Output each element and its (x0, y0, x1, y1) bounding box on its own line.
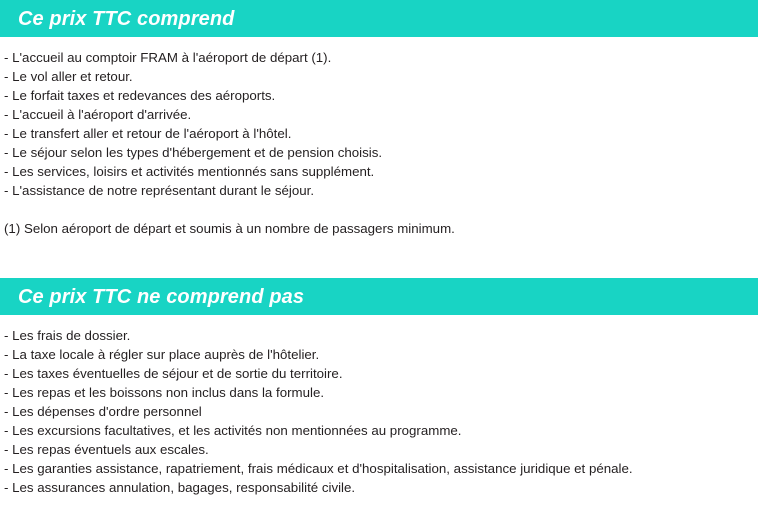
list-item: - Les repas et les boissons non inclus dans la formule. (4, 385, 325, 400)
section-title-not-included: Ce prix TTC ne comprend pas (18, 285, 305, 308)
section-header-not-included (0, 278, 758, 315)
section-divider-space (0, 238, 758, 278)
footnote-included: (1) Selon aéroport de départ et soumis à un nombre de passagers minimum. (4, 221, 455, 236)
list-item: - Les frais de dossier. (4, 328, 131, 343)
list-item: - La taxe locale à régler sur place auprès de l'hôtelier. (4, 347, 320, 362)
list-item: - Les dépenses d'ordre personnel (4, 404, 202, 419)
section-price-not-included (0, 278, 758, 497)
list-item: - Le vol aller et retour. (4, 69, 133, 84)
section-header-included (0, 0, 758, 37)
section-title-included: Ce prix TTC comprend (18, 7, 235, 30)
list-item: - L'accueil à l'aéroport d'arrivée. (4, 107, 192, 122)
list-item: - L'assistance de notre représentant durant le séjour. (4, 183, 315, 198)
section-body-not-included (0, 315, 758, 497)
list-item: - Les repas éventuels aux escales. (4, 442, 209, 457)
section-body-included (0, 37, 758, 238)
list-item: - Les garanties assistance, rapatriement, frais médicaux et d'hospitalisation, assistance juridique et pénale. (4, 461, 633, 476)
list-item: - Les excursions facultatives, et les activités non mentionnées au programme. (4, 423, 462, 438)
list-item: - Le transfert aller et retour de l'aéroport à l'hôtel. (4, 126, 292, 141)
list-item: - Le séjour selon les types d'hébergement et de pension choisis. (4, 145, 383, 160)
list-item: - Les assurances annulation, bagages, responsabilité civile. (4, 480, 356, 495)
list-item: - L'accueil au comptoir FRAM à l'aéroport de départ (1). (4, 50, 332, 65)
list-item: - Le forfait taxes et redevances des aéroports. (4, 88, 276, 103)
list-item: - Les taxes éventuelles de séjour et de sortie du territoire. (4, 366, 343, 381)
section-price-included (0, 0, 758, 238)
list-item: - Les services, loisirs et activités mentionnés sans supplément. (4, 164, 375, 179)
